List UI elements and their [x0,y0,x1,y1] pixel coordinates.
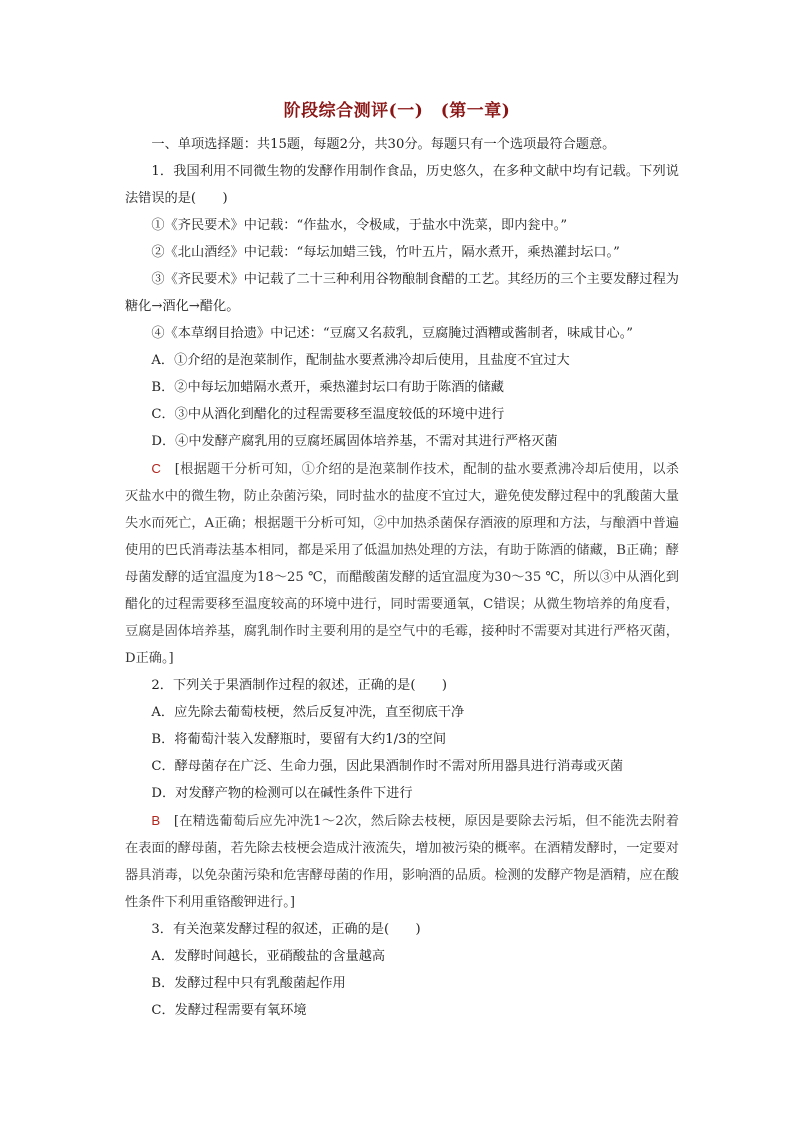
section-heading: 一、单项选择题：共15题，每题2分，共30分。每题只有一个选项最符合题意。 [151,137,616,152]
answer-explanation: [在精选葡萄后应先冲洗1～2次，然后除去枝梗，原因是要除去污垢，但不能洗去附着在表面的酵母菌，若先除去枝梗会造成汁液流失，增加被污染的概率。在酒精发酵时，一定要对器具消毒，以免杂菌污染和危害酵母菌的作用，影响酒的品质。检测的发酵产物是酒精，应在酸性条件下利用重铬酸钾进行。] [125,814,679,910]
question-1-item-2: ②《北山酒经》中记载：“每坛加蜡三钱，竹叶五片，隔水煮开，乘热灌封坛口。” [151,245,620,260]
answer-letter: B [151,813,161,828]
page-title: 阶段综合测评(一) (第一章) [283,101,511,121]
question-1-option-d: D．④中发酵产腐乳用的豆腐坯属固体培养基，不需对其进行严格灭菌 [151,434,558,449]
question-3-option-c: C．发酵过程需要有氧环境 [151,1003,307,1018]
answer-explanation: [根据题干分析可知，①介绍的是泡菜制作技术，配制的盐水要煮沸冷却后使用，以杀灭盐水中的微生物，防止杂菌污染，同时盐水的盐度不宜过大，避免使发酵过程中的乳酸菌大量失水而死亡，A正确；根据题干分析可知，②中加热杀菌保存酒液的原理和方法，与酿酒中普遍使用的巴氏消毒法基本相同，都是采用了低温加热处理的方法，有助于陈酒的储藏，B正确；酵母菌发酵的适宜温度为18～25 ℃，而醋酸菌发酵的适宜温度为30～35 ℃，所以③中从酒化到醋化的过程需要移至温度较高的环境中进行，同时需要通氧，C错误；从微生物培养的角度看，豆腐是固体培养基，腐乳制作时主要利用的是空气中的毛霉，接种时不需要对其进行严格灭菌，D正确。] [125,462,679,666]
question-2-option-a: A．应先除去葡萄枝梗，然后反复冲洗，直至彻底干净 [151,705,465,720]
question-2-option-d: D．对发酵产物的检测可以在碱性条件下进行 [151,786,413,801]
question-2-option-b: B．将葡萄汁装入发酵瓶时，要留有大约1/3的空间 [151,732,447,747]
question-2-answer [125,807,679,916]
question-1-item-1: ①《齐民要术》中记载：“作盐水，令极咸，于盐水中洗菜，即内瓮中。” [151,218,568,233]
question-3-stem: 3．有关泡菜发酵过程的叙述，正确的是( ) [151,922,421,937]
question-1-option-b: B．②中每坛加蜡隔水煮开，乘热灌封坛口有助于陈酒的储藏 [151,380,504,395]
question-2-stem: 2．下列关于果酒制作过程的叙述，正确的是( ) [151,678,448,693]
question-3-option-a: A．发酵时间越长，亚硝酸盐的含量越高 [151,949,386,964]
question-2-option-c: C．酵母菌存在广泛、生命力强，因此果酒制作时不需对所用器具进行消毒或灭菌 [151,759,624,774]
question-1-stem: 1．我国利用不同微生物的发酵作用制作食品，历史悠久，在多种文献中均有记载。下列说法错误的是( ) [125,164,679,206]
question-1-item-4: ④《本草纲目拾遗》中记述：“豆腐又名菽乳，豆腐腌过酒糟或酱制者，味咸甘心。” [151,326,634,341]
document-body [125,131,679,1024]
answer-letter: C [151,461,161,476]
question-1-answer [125,455,679,672]
question-1-item-3: ③《齐民要术》中记载了二十三种利用谷物酿制食醋的工艺。其经历的三个主要发酵过程为糖化→酒化→醋化。 [125,272,679,314]
question-1-option-a: A．①介绍的是泡菜制作，配制盐水要煮沸冷却后使用，且盐度不宜过大 [151,353,570,368]
question-3-option-b: B．发酵过程中只有乳酸菌起作用 [151,976,346,991]
question-1-option-c: C．③中从酒化到醋化的过程需要移至温度较低的环境中进行 [151,407,505,422]
